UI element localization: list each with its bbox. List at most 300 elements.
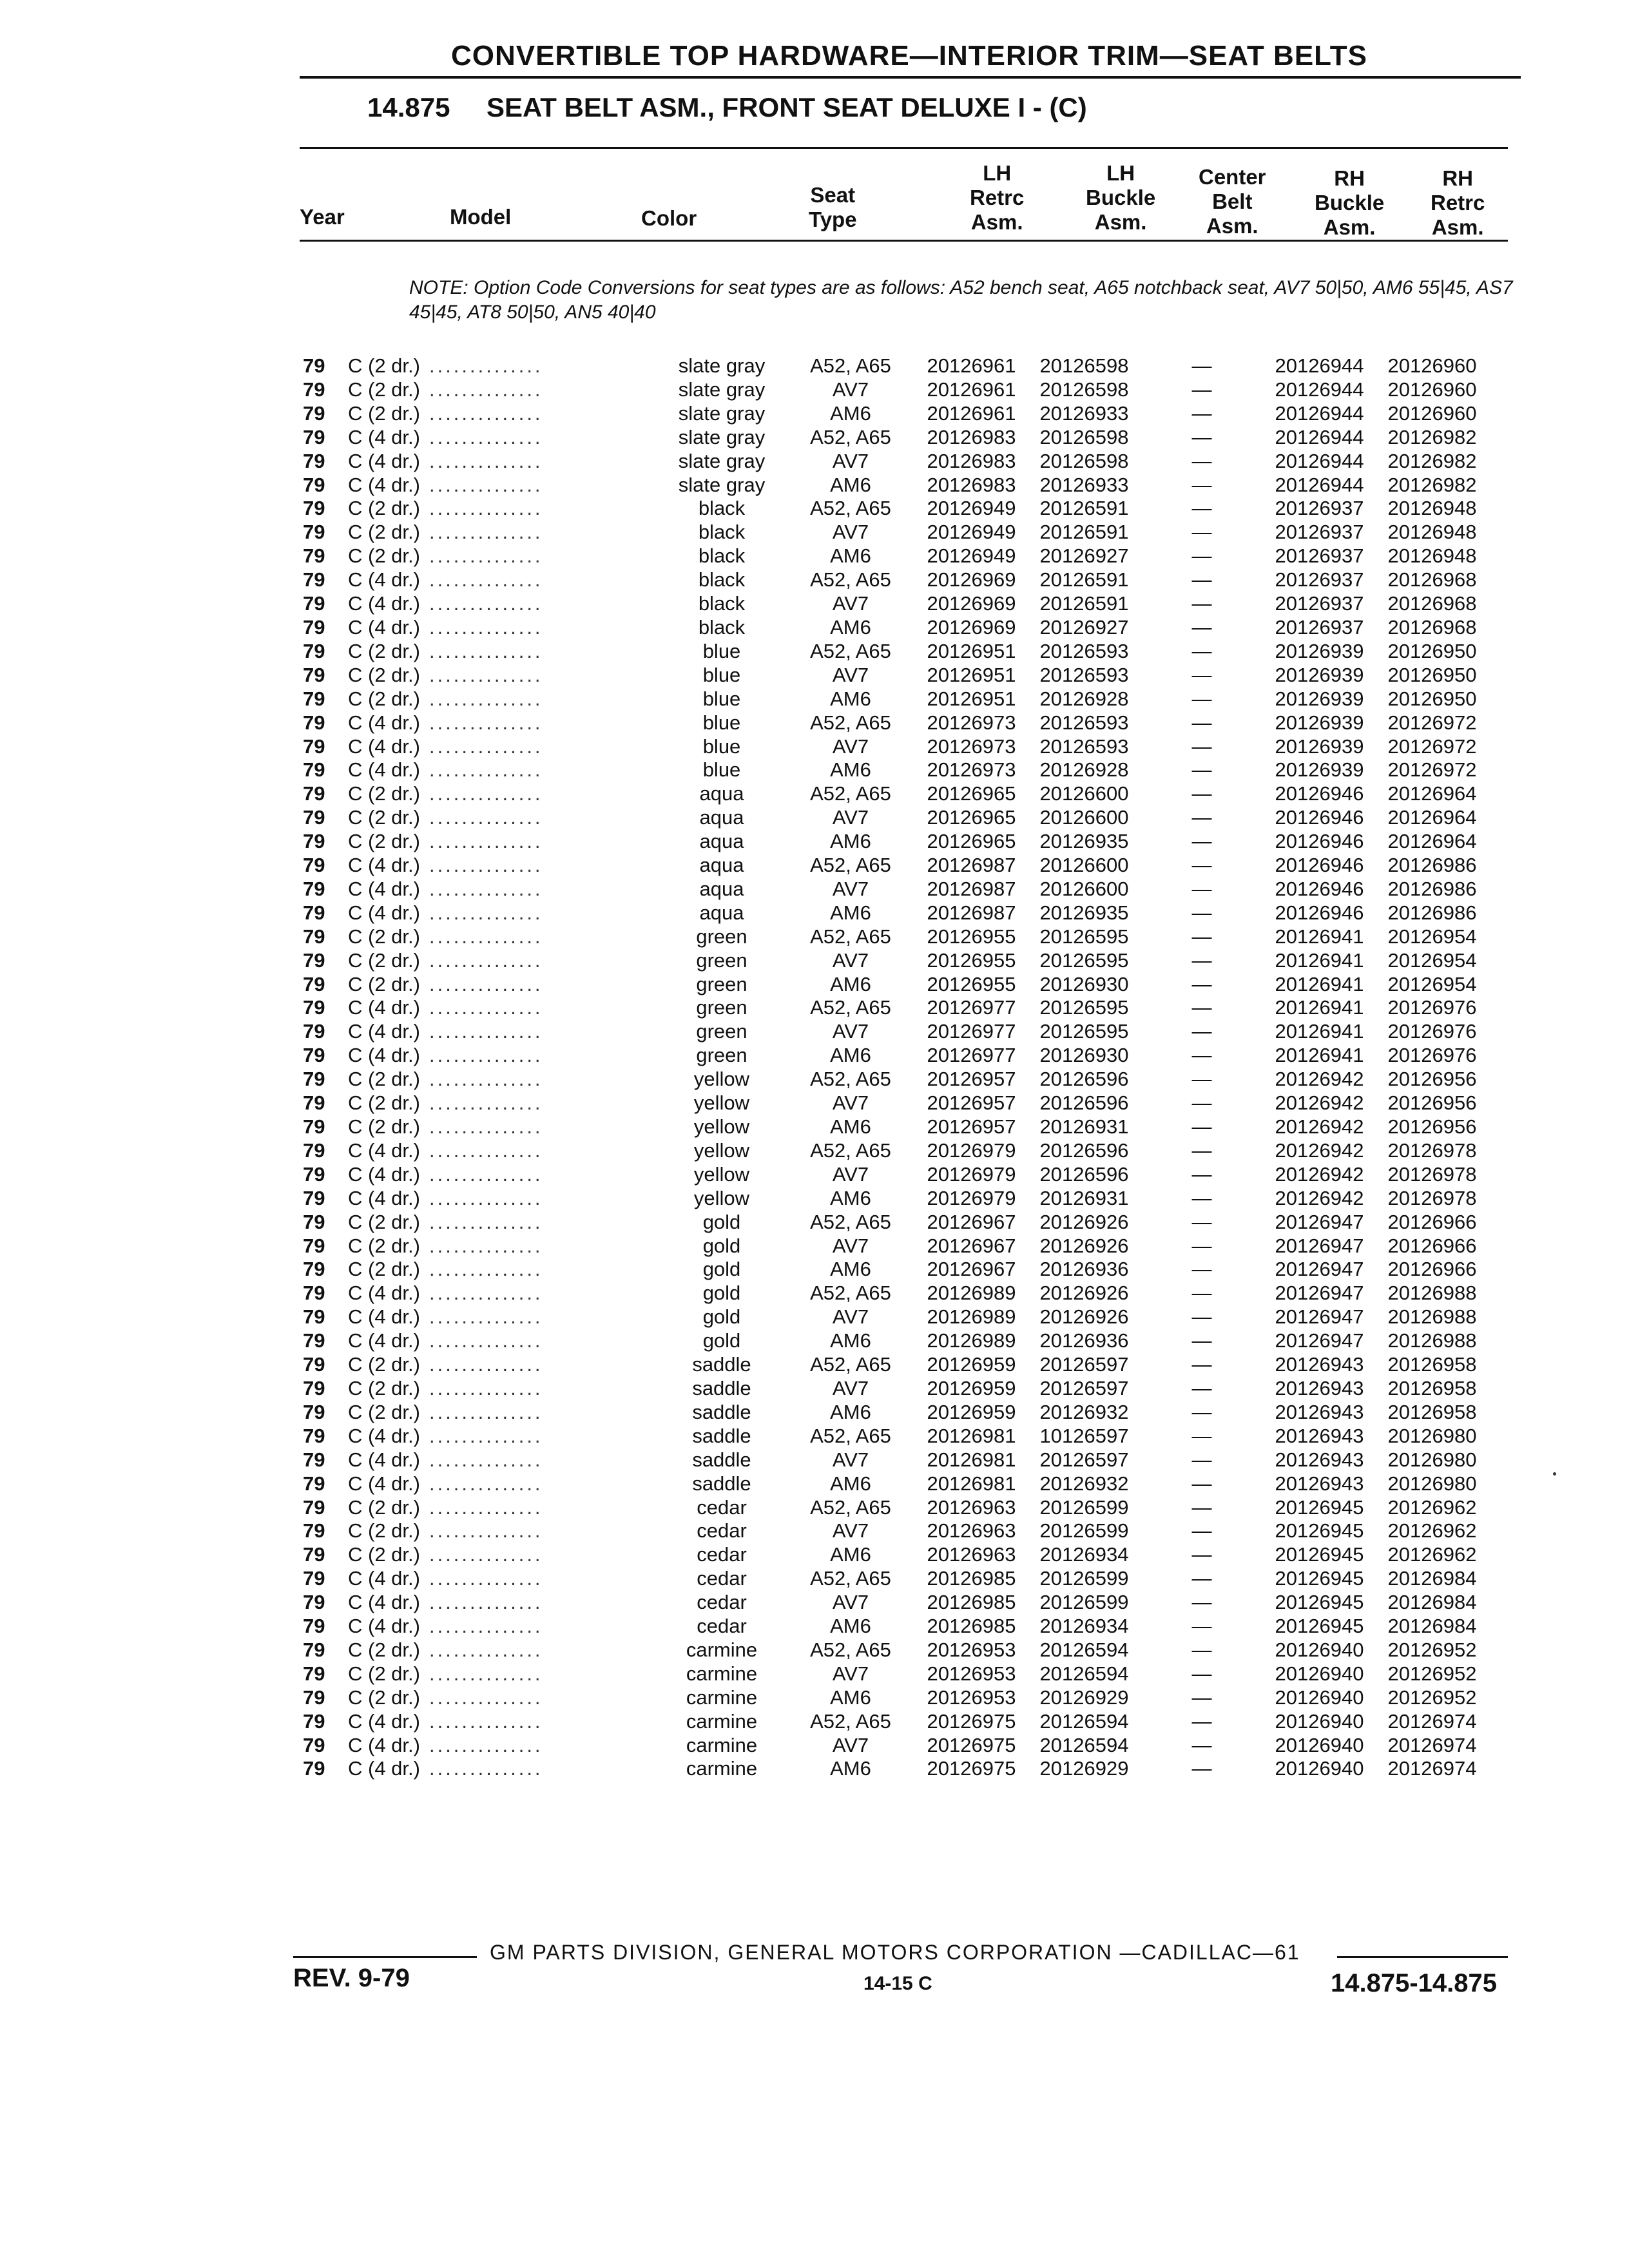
table-row <box>303 1519 1489 1543</box>
cell-year: 79 <box>303 1495 325 1519</box>
cell-year: 79 <box>303 544 325 568</box>
cell-color: green <box>696 996 747 1019</box>
title-rule <box>300 76 1521 79</box>
model-name: C (2 dr.) <box>348 1495 420 1519</box>
cell-color: black <box>698 615 746 639</box>
model-name: C (2 dr.) <box>348 497 420 520</box>
model-name: C (2 dr.) <box>348 1258 420 1281</box>
cell-lh-retrc: 20126985 <box>927 1615 1016 1638</box>
cell-lh-retrc: 20126955 <box>927 972 1016 995</box>
cell-rh-buckle: 20126946 <box>1275 901 1364 924</box>
cell-center-belt: — <box>1191 1400 1212 1423</box>
cell-model <box>348 497 657 521</box>
cell-rh-retrc: 20126978 <box>1387 1186 1477 1209</box>
cell-center-belt: — <box>1191 378 1212 401</box>
cell-lh-retrc: 20126965 <box>927 830 1016 853</box>
leader-dots: .............. <box>429 1686 543 1709</box>
leader-dots: .............. <box>429 1400 543 1423</box>
cell-seat-type: A52, A65 <box>810 1709 891 1733</box>
cell-seat-type: A52, A65 <box>810 854 891 877</box>
col-seat-header-line: Type <box>809 207 857 231</box>
leader-dots: .............. <box>429 996 543 1019</box>
cell-center-belt: — <box>1191 1448 1212 1471</box>
cell-rh-retrc: 20126952 <box>1387 1638 1477 1661</box>
cell-lh-buckle: 20126598 <box>1039 449 1129 472</box>
cell-color: green <box>696 1044 747 1067</box>
leader-dots: .............. <box>429 1376 543 1399</box>
cell-center-belt: — <box>1191 544 1212 568</box>
cell-center-belt: — <box>1191 592 1212 615</box>
cell-rh-retrc: 20126980 <box>1387 1472 1477 1495</box>
cell-lh-buckle: 20126933 <box>1039 473 1129 496</box>
cell-year: 79 <box>303 948 325 972</box>
cell-model <box>348 949 657 973</box>
cell-color: aqua <box>699 854 744 877</box>
table-row <box>303 1639 1489 1662</box>
cell-lh-retrc: 20126965 <box>927 806 1016 829</box>
model-name: C (4 dr.) <box>348 1186 420 1209</box>
cell-seat-type: AM6 <box>830 1258 871 1281</box>
cell-center-belt: — <box>1191 1068 1212 1091</box>
model-name: C (4 dr.) <box>348 1162 420 1186</box>
cell-color: saddle <box>692 1472 751 1495</box>
cell-rh-buckle: 20126947 <box>1275 1329 1364 1352</box>
cell-rh-buckle: 20126945 <box>1275 1495 1364 1519</box>
cell-lh-retrc: 20126957 <box>927 1068 1016 1091</box>
table-row <box>303 664 1489 687</box>
cell-year: 79 <box>303 615 325 639</box>
cell-year: 79 <box>303 1733 325 1756</box>
cell-center-belt: — <box>1191 854 1212 877</box>
cell-lh-retrc: 20126951 <box>927 663 1016 686</box>
cell-rh-buckle: 20126944 <box>1275 449 1364 472</box>
cell-seat-type: A52, A65 <box>810 1068 891 1091</box>
cell-model <box>348 1235 657 1258</box>
cell-color: gold <box>702 1234 741 1257</box>
cell-rh-buckle: 20126937 <box>1275 521 1364 544</box>
cell-lh-buckle: 20126935 <box>1039 901 1129 924</box>
cell-year: 79 <box>303 1282 325 1305</box>
cell-lh-retrc: 20126987 <box>927 854 1016 877</box>
cell-model <box>348 925 657 949</box>
cell-model <box>348 1757 657 1781</box>
col-rh-retrc-header-line: Asm. <box>1431 215 1484 239</box>
cell-year: 79 <box>303 425 325 448</box>
cell-lh-retrc: 20126967 <box>927 1210 1016 1233</box>
cell-lh-buckle: 20126596 <box>1039 1139 1129 1162</box>
leader-dots: .............. <box>429 1757 543 1780</box>
table-row <box>303 878 1489 901</box>
cell-rh-buckle: 20126947 <box>1275 1210 1364 1233</box>
table-row <box>303 640 1489 664</box>
table-row <box>303 758 1489 782</box>
cell-rh-buckle: 20126946 <box>1275 830 1364 853</box>
cell-year: 79 <box>303 1068 325 1091</box>
cell-rh-buckle: 20126937 <box>1275 497 1364 520</box>
cell-rh-buckle: 20126943 <box>1275 1353 1364 1376</box>
table-row <box>303 1163 1489 1187</box>
cell-model <box>348 1543 657 1567</box>
cell-model <box>348 1187 657 1211</box>
cell-lh-buckle: 20126599 <box>1039 1495 1129 1519</box>
cell-model <box>348 378 657 402</box>
cell-center-belt: — <box>1191 1305 1212 1329</box>
cell-year: 79 <box>303 1044 325 1067</box>
leader-dots: .............. <box>429 401 543 425</box>
cell-lh-buckle: 20126929 <box>1039 1686 1129 1709</box>
cell-model <box>348 1068 657 1091</box>
model-name: C (4 dr.) <box>348 1757 420 1780</box>
col-lh-buckle-header-line: Asm. <box>1094 210 1147 234</box>
model-name: C (4 dr.) <box>348 1591 420 1614</box>
cell-center-belt: — <box>1191 663 1212 686</box>
cell-color: saddle <box>692 1376 751 1399</box>
cell-color: blue <box>702 735 741 758</box>
cell-seat-type: AV7 <box>832 663 869 686</box>
table-row <box>303 1710 1489 1734</box>
cell-color: aqua <box>699 901 744 924</box>
cell-lh-retrc: 20126965 <box>927 782 1016 805</box>
cell-rh-retrc: 20126972 <box>1387 758 1477 782</box>
section-title: CONVERTIBLE TOP HARDWARE—INTERIOR TRIM—SEAT BELTS <box>451 40 1368 72</box>
cell-center-belt: — <box>1191 1686 1212 1709</box>
cell-model <box>348 1163 657 1187</box>
leader-dots: .............. <box>429 1353 543 1376</box>
cell-center-belt: — <box>1191 1044 1212 1067</box>
cell-year: 79 <box>303 972 325 995</box>
cell-rh-buckle: 20126945 <box>1275 1615 1364 1638</box>
cell-model <box>348 1211 657 1235</box>
cell-lh-retrc: 20126969 <box>927 568 1016 591</box>
cell-lh-retrc: 20126977 <box>927 1020 1016 1043</box>
cell-seat-type: AV7 <box>832 1020 869 1043</box>
cell-year: 79 <box>303 1115 325 1138</box>
table-row <box>303 474 1489 497</box>
cell-lh-buckle: 20126600 <box>1039 854 1129 877</box>
table-row <box>303 973 1489 997</box>
cell-rh-retrc: 20126954 <box>1387 972 1477 995</box>
table-row <box>303 854 1489 878</box>
cell-lh-retrc: 20126963 <box>927 1495 1016 1519</box>
cell-year: 79 <box>303 1162 325 1186</box>
cell-lh-buckle: 20126934 <box>1039 1543 1129 1566</box>
cell-model <box>348 1519 657 1543</box>
cell-model <box>348 664 657 687</box>
cell-lh-buckle: 10126597 <box>1039 1424 1129 1447</box>
cell-rh-retrc: 20126982 <box>1387 473 1477 496</box>
cell-year: 79 <box>303 663 325 686</box>
col-lh-retrc-header-line: Asm. <box>970 210 1023 234</box>
cell-color: blue <box>702 758 741 782</box>
leader-dots: .............. <box>429 1638 543 1661</box>
col-seat-header-line: Seat <box>810 183 856 207</box>
cell-lh-buckle: 20126593 <box>1039 639 1129 662</box>
cell-seat-type: AM6 <box>830 1543 871 1566</box>
cell-lh-buckle: 20126928 <box>1039 687 1129 710</box>
model-name: C (4 dr.) <box>348 758 420 782</box>
cell-rh-buckle: 20126947 <box>1275 1305 1364 1329</box>
cell-year: 79 <box>303 758 325 782</box>
cell-lh-buckle: 20126591 <box>1039 521 1129 544</box>
cell-year: 79 <box>303 1258 325 1281</box>
cell-rh-retrc: 20126978 <box>1387 1139 1477 1162</box>
cell-center-belt: — <box>1191 1020 1212 1043</box>
table-row <box>303 1353 1489 1377</box>
cell-color: carmine <box>686 1709 758 1733</box>
cell-rh-buckle: 20126937 <box>1275 615 1364 639</box>
cell-rh-buckle: 20126942 <box>1275 1115 1364 1138</box>
cell-rh-retrc: 20126948 <box>1387 497 1477 520</box>
cell-rh-retrc: 20126964 <box>1387 782 1477 805</box>
cell-color: black <box>698 544 746 568</box>
cell-seat-type: A52, A65 <box>810 925 891 948</box>
cell-rh-retrc: 20126966 <box>1387 1258 1477 1281</box>
cell-model <box>348 1710 657 1734</box>
col-model-header: Model <box>450 205 512 229</box>
cell-lh-buckle: 20126926 <box>1039 1282 1129 1305</box>
cell-model <box>348 973 657 997</box>
table-row <box>303 1448 1489 1472</box>
cell-rh-buckle: 20126942 <box>1275 1186 1364 1209</box>
cell-year: 79 <box>303 1615 325 1638</box>
cell-rh-buckle: 20126939 <box>1275 663 1364 686</box>
cell-model <box>348 996 657 1020</box>
leader-dots: .............. <box>429 1258 543 1281</box>
cell-color: green <box>696 925 747 948</box>
leader-dots: .............. <box>429 425 543 448</box>
cell-center-belt: — <box>1191 782 1212 805</box>
cell-lh-buckle: 20126599 <box>1039 1519 1129 1542</box>
table-row <box>303 354 1489 378</box>
cell-seat-type: AV7 <box>832 449 869 472</box>
cell-seat-type: AV7 <box>832 806 869 829</box>
model-name: C (4 dr.) <box>348 1305 420 1329</box>
leader-dots: .............. <box>429 1591 543 1614</box>
cell-year: 79 <box>303 1709 325 1733</box>
scan-speck <box>1553 1472 1556 1475</box>
cell-rh-retrc: 20126988 <box>1387 1305 1477 1329</box>
cell-model <box>348 1472 657 1496</box>
cell-rh-buckle: 20126946 <box>1275 782 1364 805</box>
cell-rh-buckle: 20126940 <box>1275 1662 1364 1685</box>
col-rh-retrc-header <box>1431 166 1485 240</box>
cell-model <box>348 758 657 782</box>
model-name: C (4 dr.) <box>348 1615 420 1638</box>
cell-rh-retrc: 20126958 <box>1387 1376 1477 1399</box>
cell-lh-buckle: 20126594 <box>1039 1733 1129 1756</box>
leader-dots: .............. <box>429 830 543 853</box>
cell-year: 79 <box>303 1567 325 1590</box>
cell-year: 79 <box>303 401 325 425</box>
model-name: C (2 dr.) <box>348 1091 420 1115</box>
cell-lh-buckle: 20126934 <box>1039 1615 1129 1638</box>
model-name: C (4 dr.) <box>348 1567 420 1590</box>
table-row <box>303 1235 1489 1258</box>
cell-year: 79 <box>303 449 325 472</box>
col-lh-retrc-header-line: LH <box>983 161 1012 185</box>
cell-rh-retrc: 20126962 <box>1387 1495 1477 1519</box>
cell-rh-retrc: 20126948 <box>1387 544 1477 568</box>
cell-rh-buckle: 20126939 <box>1275 735 1364 758</box>
model-name: C (2 dr.) <box>348 663 420 686</box>
cell-lh-buckle: 20126597 <box>1039 1376 1129 1399</box>
cell-rh-buckle: 20126945 <box>1275 1591 1364 1614</box>
model-name: C (4 dr.) <box>348 1472 420 1495</box>
cell-year: 79 <box>303 354 325 377</box>
leader-dots: .............. <box>429 1329 543 1352</box>
cell-rh-retrc: 20126964 <box>1387 830 1477 853</box>
leader-dots: .............. <box>429 378 543 401</box>
col-year-header: Year <box>300 205 345 229</box>
cell-rh-buckle: 20126939 <box>1275 639 1364 662</box>
cell-rh-retrc: 20126986 <box>1387 854 1477 877</box>
cell-color: blue <box>702 639 741 662</box>
cell-lh-retrc: 20126951 <box>927 639 1016 662</box>
cell-year: 79 <box>303 1519 325 1542</box>
table-row <box>303 497 1489 521</box>
cell-lh-buckle: 20126596 <box>1039 1162 1129 1186</box>
cell-year: 79 <box>303 1400 325 1423</box>
cell-rh-retrc: 20126974 <box>1387 1733 1477 1756</box>
cell-color: slate gray <box>678 473 766 496</box>
cell-center-belt: — <box>1191 639 1212 662</box>
table-row <box>303 925 1489 949</box>
cell-center-belt: — <box>1191 1519 1212 1542</box>
leader-dots: .............. <box>429 354 543 377</box>
cell-rh-retrc: 20126974 <box>1387 1709 1477 1733</box>
table-row <box>303 592 1489 616</box>
cell-center-belt: — <box>1191 1139 1212 1162</box>
cell-color: carmine <box>686 1733 758 1756</box>
cell-model <box>348 474 657 497</box>
cell-lh-retrc: 20126949 <box>927 521 1016 544</box>
leader-dots: .............. <box>429 806 543 829</box>
cell-model <box>348 1425 657 1448</box>
table-row <box>303 1615 1489 1639</box>
cell-seat-type: A52, A65 <box>810 1567 891 1590</box>
cell-color: carmine <box>686 1686 758 1709</box>
table-row <box>303 996 1489 1020</box>
model-name: C (2 dr.) <box>348 1068 420 1091</box>
model-name: C (2 dr.) <box>348 806 420 829</box>
table-row <box>303 1425 1489 1448</box>
table-row <box>303 1543 1489 1567</box>
leader-dots: .............. <box>429 854 543 877</box>
cell-model <box>348 1686 657 1710</box>
cell-lh-buckle: 20126595 <box>1039 996 1129 1019</box>
leader-dots: .............. <box>429 1733 543 1756</box>
col-rh-buckle-header <box>1315 166 1384 240</box>
revision-label: REV. 9-79 <box>293 1964 410 1992</box>
cell-color: green <box>696 1020 747 1043</box>
cell-seat-type: AV7 <box>832 877 869 900</box>
leader-dots: .............. <box>429 592 543 615</box>
cell-year: 79 <box>303 639 325 662</box>
cell-rh-retrc: 20126984 <box>1387 1567 1477 1590</box>
cell-lh-buckle: 20126930 <box>1039 972 1129 995</box>
cell-center-belt: — <box>1191 497 1212 520</box>
cell-rh-retrc: 20126968 <box>1387 615 1477 639</box>
cell-rh-retrc: 20126986 <box>1387 877 1477 900</box>
cell-color: aqua <box>699 830 744 853</box>
table-row <box>303 378 1489 402</box>
cell-center-belt: — <box>1191 1495 1212 1519</box>
cell-rh-retrc: 20126982 <box>1387 425 1477 448</box>
leader-dots: .............. <box>429 639 543 662</box>
cell-center-belt: — <box>1191 925 1212 948</box>
option-code-note: NOTE: Option Code Conversions for seat types are as follows: A52 bench seat, A65 notchback seat, AV7 50|50, AM6 55|45, AS7 45|45, AT8 50|50, AN5 40|40 <box>409 277 1513 323</box>
cell-lh-buckle: 20126932 <box>1039 1400 1129 1423</box>
col-rh-retrc-header-line: RH <box>1442 166 1474 190</box>
cell-model <box>348 640 657 664</box>
cell-model <box>348 1448 657 1472</box>
col-lh-buckle-header-line: LH <box>1106 161 1135 185</box>
cell-rh-retrc: 20126984 <box>1387 1591 1477 1614</box>
cell-color: cedar <box>697 1615 747 1638</box>
cell-model <box>348 735 657 759</box>
cell-year: 79 <box>303 687 325 710</box>
cell-seat-type: AV7 <box>832 1234 869 1257</box>
cell-model <box>348 1282 657 1305</box>
cell-color: slate gray <box>678 449 766 472</box>
cell-rh-buckle: 20126940 <box>1275 1638 1364 1661</box>
cell-rh-buckle: 20126940 <box>1275 1686 1364 1709</box>
cell-lh-retrc: 20126981 <box>927 1448 1016 1471</box>
page-number: 14-15 C <box>863 1973 932 1994</box>
cell-rh-buckle: 20126947 <box>1275 1282 1364 1305</box>
cell-rh-buckle: 20126944 <box>1275 354 1364 377</box>
cell-seat-type: AM6 <box>830 972 871 995</box>
cell-lh-buckle: 20126599 <box>1039 1567 1129 1590</box>
model-name: C (4 dr.) <box>348 592 420 615</box>
cell-lh-retrc: 20126989 <box>927 1305 1016 1329</box>
cell-rh-buckle: 20126944 <box>1275 378 1364 401</box>
leader-dots: .............. <box>429 615 543 639</box>
cell-color: blue <box>702 687 741 710</box>
cell-rh-retrc: 20126966 <box>1387 1234 1477 1257</box>
cell-lh-retrc: 20126989 <box>927 1329 1016 1352</box>
cell-color: yellow <box>693 1115 750 1138</box>
cell-lh-buckle: 20126598 <box>1039 425 1129 448</box>
leader-dots: .............. <box>429 1615 543 1638</box>
cell-year: 79 <box>303 1543 325 1566</box>
cell-lh-buckle: 20126593 <box>1039 711 1129 734</box>
table-row <box>303 1472 1489 1496</box>
cell-lh-retrc: 20126973 <box>927 758 1016 782</box>
cell-color: cedar <box>697 1567 747 1590</box>
cell-seat-type: AV7 <box>832 1591 869 1614</box>
leader-dots: .............. <box>429 1186 543 1209</box>
cell-rh-buckle: 20126946 <box>1275 806 1364 829</box>
cell-lh-buckle: 20126932 <box>1039 1472 1129 1495</box>
cell-center-belt: — <box>1191 687 1212 710</box>
cell-rh-retrc: 20126980 <box>1387 1424 1477 1447</box>
cell-seat-type: AM6 <box>830 401 871 425</box>
cell-rh-retrc: 20126960 <box>1387 401 1477 425</box>
cell-lh-retrc: 20126979 <box>927 1186 1016 1209</box>
cell-seat-type: AM6 <box>830 1115 871 1138</box>
cell-model <box>348 354 657 378</box>
cell-rh-retrc: 20126956 <box>1387 1068 1477 1091</box>
model-name: C (2 dr.) <box>348 378 420 401</box>
cell-model <box>348 1639 657 1662</box>
table-row <box>303 687 1489 711</box>
model-name: C (4 dr.) <box>348 1709 420 1733</box>
cell-lh-retrc: 20126955 <box>927 948 1016 972</box>
header-top-rule <box>300 147 1508 149</box>
cell-lh-buckle: 20126593 <box>1039 735 1129 758</box>
table-row <box>303 1044 1489 1068</box>
